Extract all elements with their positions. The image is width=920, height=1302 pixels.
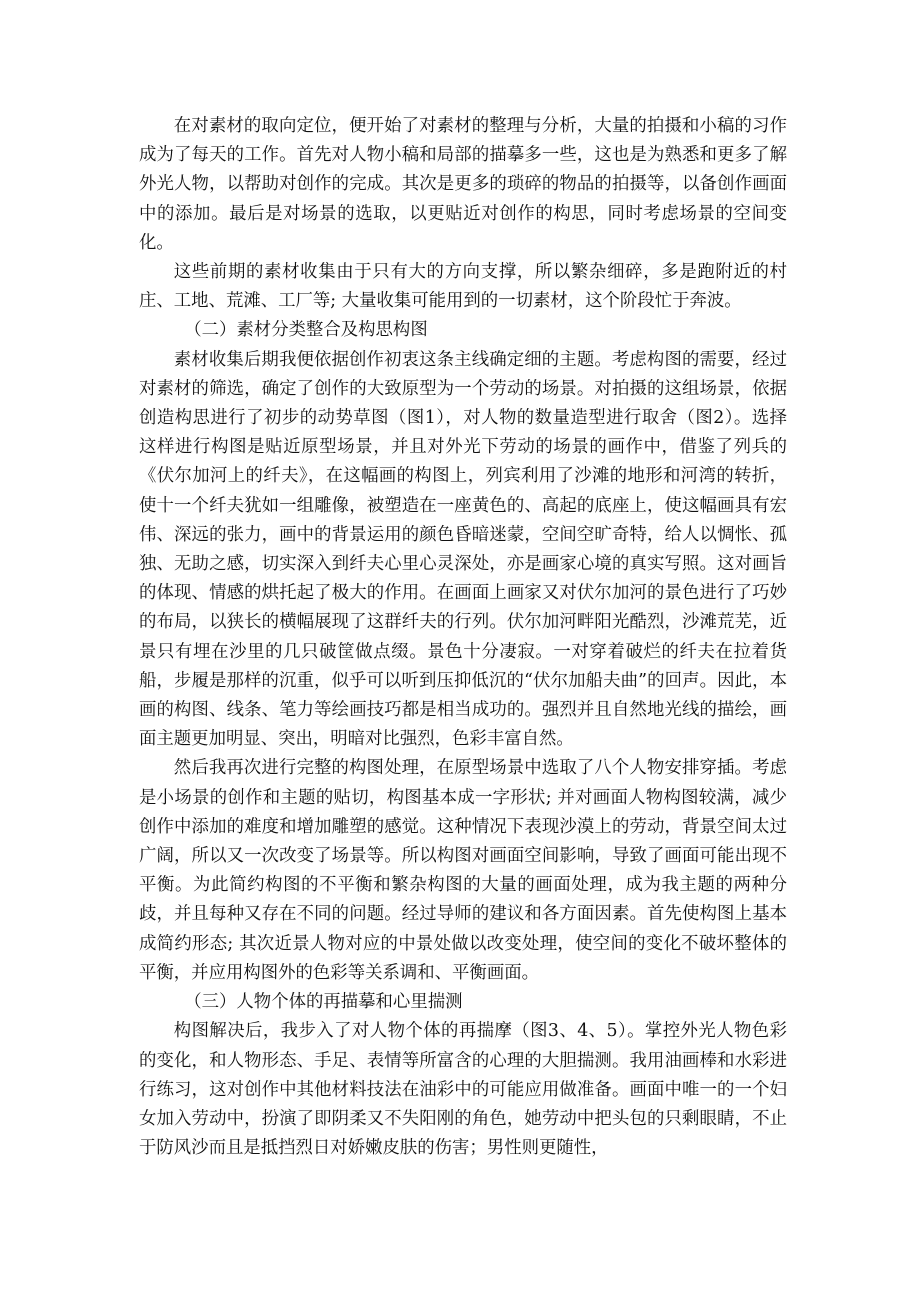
- section-heading-3: （三）人物个体的再描摹和心里揣测: [184, 992, 463, 1013]
- paragraph-5: 构图解决后，我步入了对人物个体的再揣摩（图3、4、5）。掌控外光人物色彩的变化，和人物形态、手足、表情等所富含的心理的大胆揣测。我用油画棒和水彩进行练习，这对创作中其他材料技法在油彩中的可能应用做准备。画面中唯一的一个妇女加入劳动中，扮演了即阴柔又不失阳刚的角色，她劳动中把头包的只剩眼睛，不止于防风沙而且是抵挡烈日对娇嫩皮肤的伤害；男性则更随性，: [139, 1021, 787, 1159]
- paragraph-2: 这些前期的素材收集由于只有大的方向支撑，所以繁杂细碎，多是跑附近的村庄、工地、荒滩、工厂等; 大量收集可能用到的一切素材，这个阶段忙于奔波。: [139, 262, 787, 312]
- section-heading-2: （二）素材分类整合及构思构图: [184, 320, 428, 341]
- paragraph-3: 素材收集后期我便依据创作初衷这条主线确定细的主题。考虑构图的需要，经过对素材的筛选，确定了创作的大致原型为一个劳动的场景。对拍摄的这组场景，依据创造构思进行了初步的动势草图（图1），对人物的数量造型进行取舍（图2）。选择这样进行构图是贴近原型场景，并且对外光下劳动的场景的画作中，借鉴了列兵的《伏尔加河上的纤夫》，在这幅画的构图上，列宾利用了沙滩的地形和河湾的转折，使十一个纤夫犹如一组雕像，被塑造在一座黄色的、高起的底座上，使这幅画具有宏伟、深远的张力，画中的背景运用的颜色昏暗迷蒙，空间空旷奇特，给人以惆怅、孤独、无助之感，切实深入到纤夫心里心灵深处，亦是画家心境的真实写照。这对画旨的体现、情感的烘托起了极大的作用。在画面上画家又对伏尔加河的景色进行了巧妙的布局，以狭长的横幅展现了这群纤夫的行列。伏尔加河畔阳光酷烈，沙滩荒芜，近景只有埋在沙里的几只破筐做点缀。景色十分凄寂。一对穿着破烂的纤夫在拉着货船，步履是那样的沉重，似乎可以听到压抑低沉的“伏尔加船夫曲”的回声。因此，本画的构图、线条、笔力等绘画技巧都是相当成功的。强烈并且自然地光线的描绘，画面主题更加明显、突出，明暗对比强烈，色彩丰富自然。: [139, 349, 787, 750]
- paragraph-4: 然后我再次进行完整的构图处理，在原型场景中选取了八个人物安排穿插。考虑是小场景的创作和主题的贴切，构图基本成一字形状; 并对画面人物构图较满，减少创作中添加的难度和增加雕塑的感觉。这种情况下表现沙漠上的劳动，背景空间太过广阔，所以又一次改变了场景等。所以构图对画面空间影响，导致了画面可能出现不平衡。为此简约构图的不平衡和繁杂构图的大量的画面处理，成为我主题的两种分歧，并且每种又存在不同的问题。经过导师的建议和各方面因素。首先使构图上基本成简约形态; 其次近景人物对应的中景处做以改变处理，使空间的变化不破坏整体的平衡，并应用构图外的色彩等关系调和、平衡画面。: [139, 758, 787, 983]
- paragraph-1: 在对素材的取向定位，便开始了对素材的整理与分析，大量的拍摄和小稿的习作成为了每天的工作。首先对人物小稿和局部的描摹多一些，这也是为熟悉和更多了解外光人物，以帮助对创作的完成。其次是更多的琐碎的物品的拍摄等，以备创作画面中的添加。最后是对场景的选取，以更贴近对创作的构思，同时考虑场景的空间变化。: [139, 116, 787, 253]
- document-body: [139, 112, 787, 1163]
